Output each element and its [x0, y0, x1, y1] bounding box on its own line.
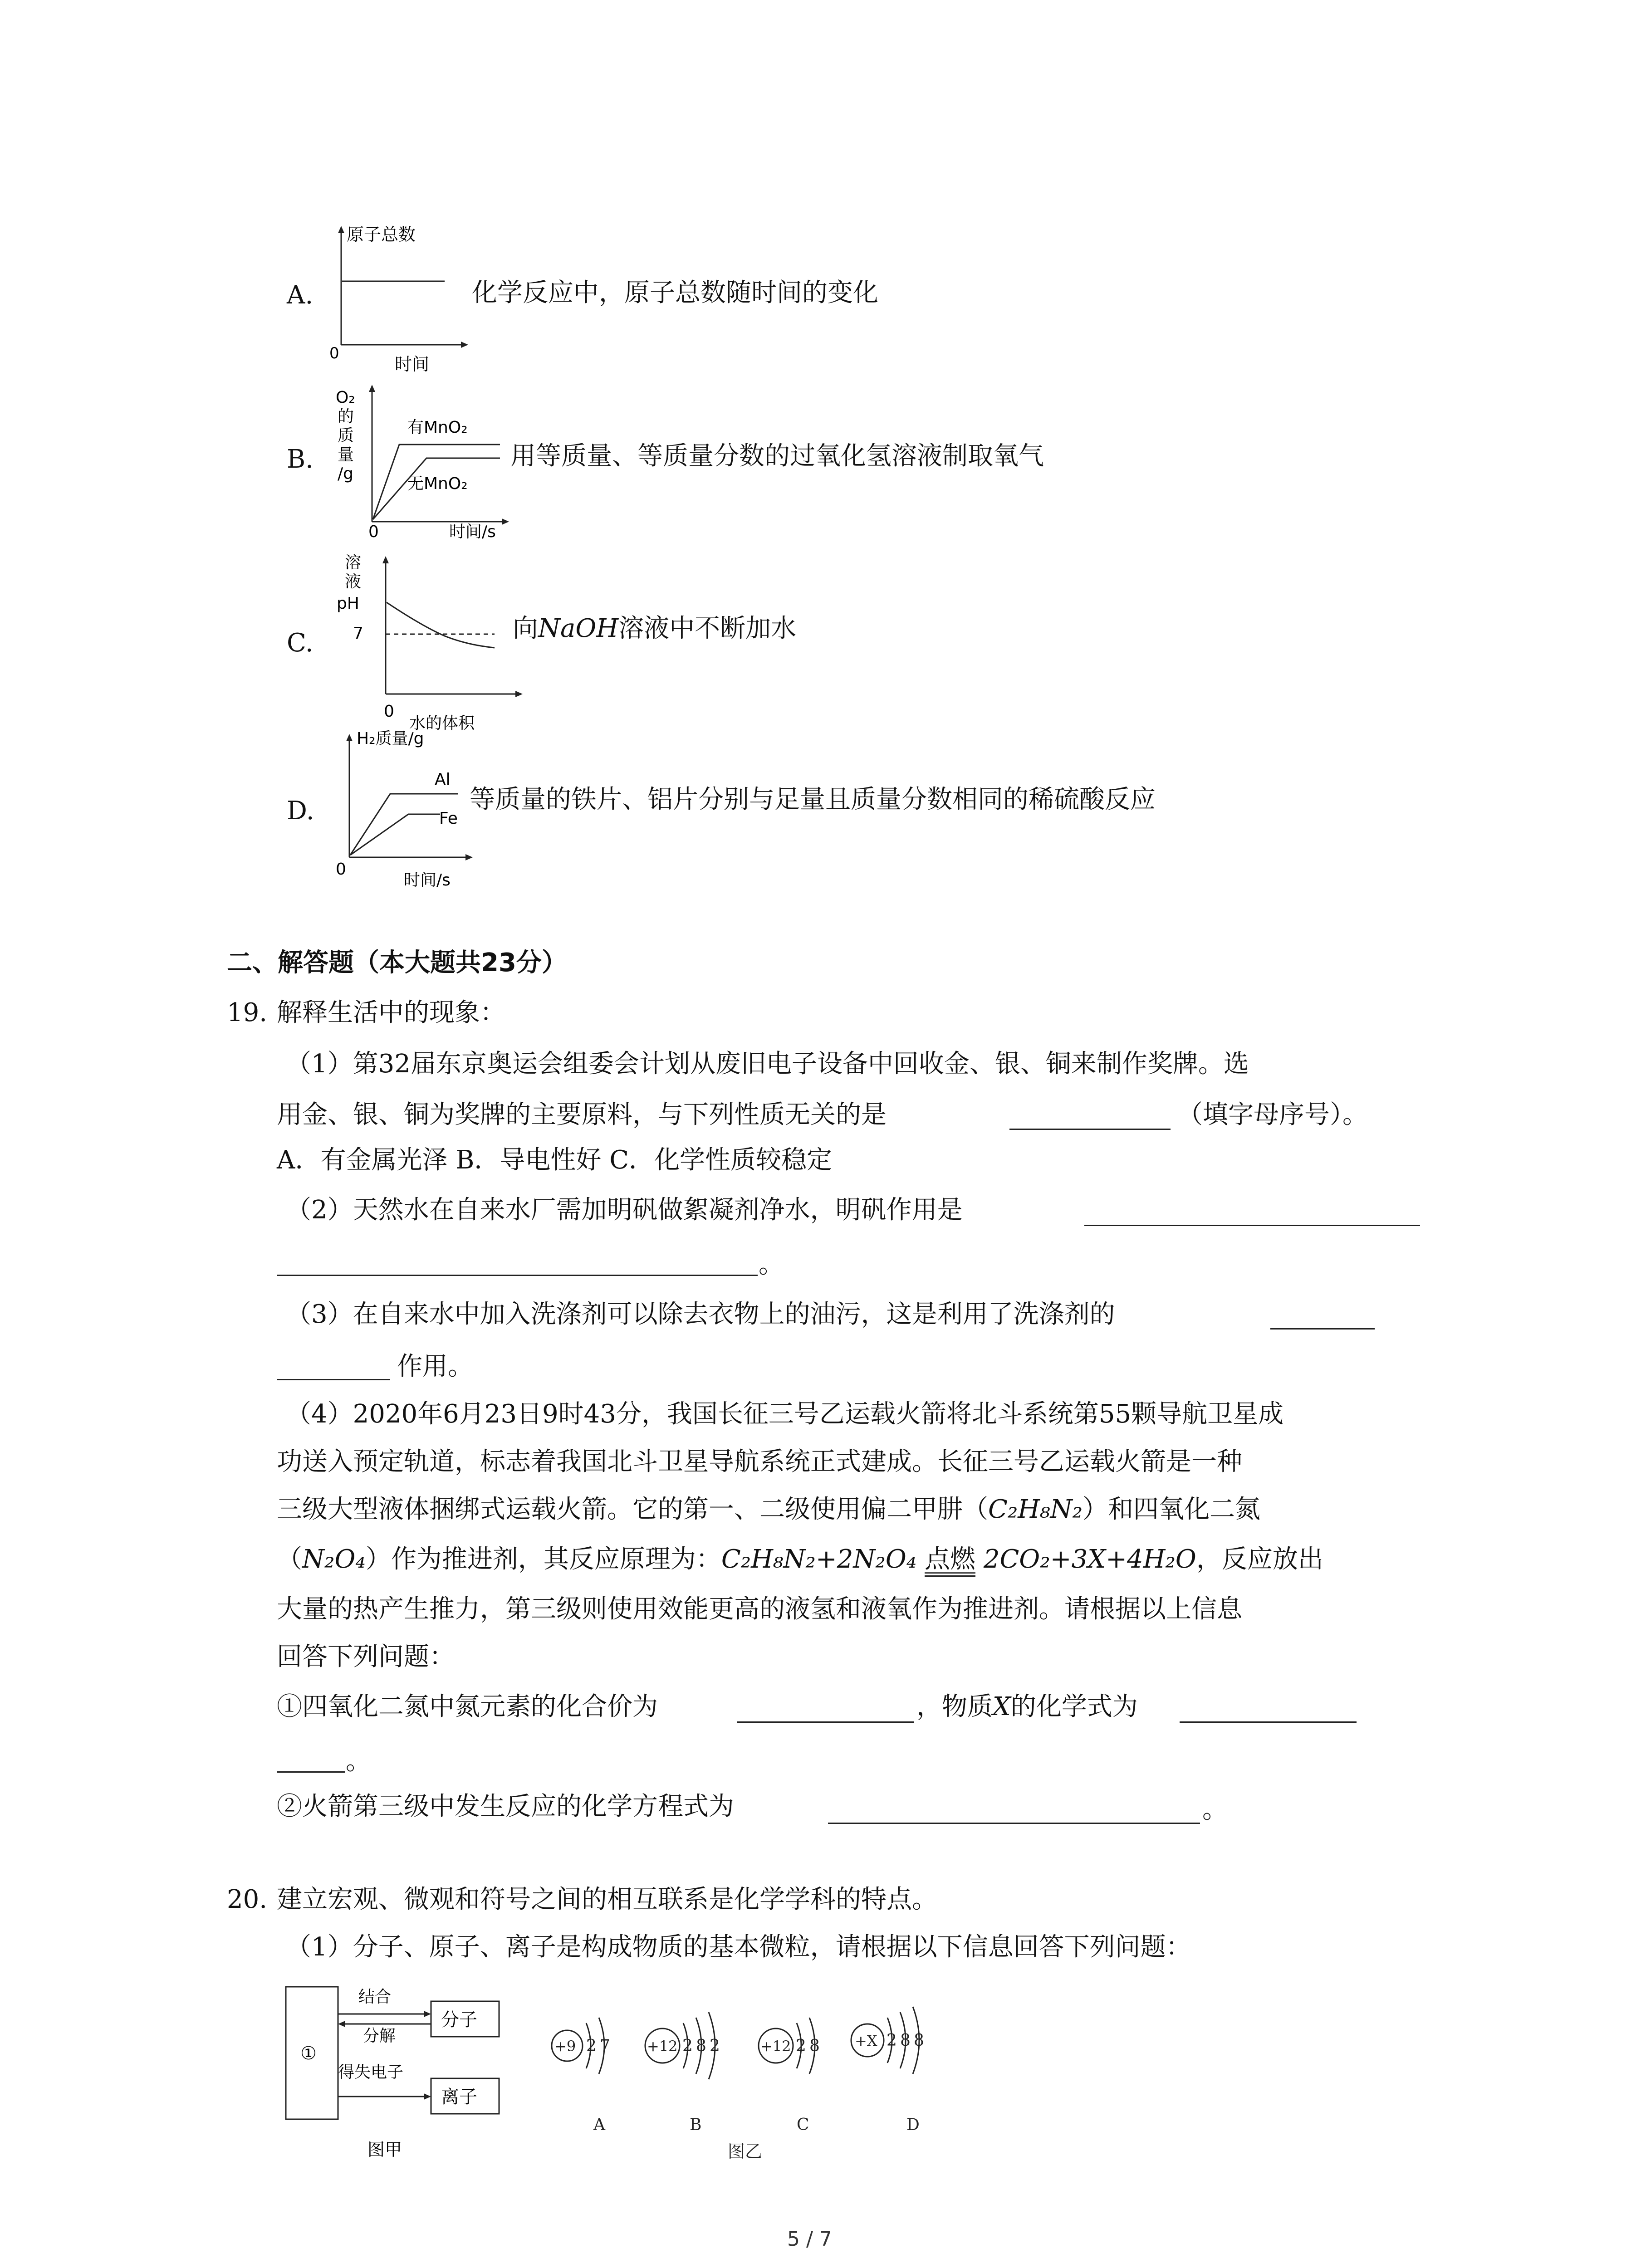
graph-d-origin: 0 — [336, 860, 346, 879]
graph-c-ylabel-3: pH — [337, 594, 359, 613]
figure-yi-caption: 图乙 — [728, 2141, 763, 2161]
svg-text:8: 8 — [900, 2031, 911, 2050]
q19-p4-line1: （4）2020年6月23日9时43分，我国长征三号乙运载火箭将北斗系统第55颗导航卫星成 — [286, 1399, 1284, 1429]
option-d-letter: D. — [287, 796, 314, 826]
atom-b-label: B — [690, 2116, 702, 2134]
graph-c-origin: 0 — [384, 702, 394, 721]
q20-p1: （1）分子、原子、离子是构成物质的基本微粒，请根据以下信息回答下列问题： — [286, 1932, 1191, 1962]
q19-sub1-a: ①四氧化二氮中氮元素的化合价为 — [277, 1692, 658, 1721]
q19-p1-choices: A．有金属光泽 B．导电性好 C．化学性质较稳定 — [277, 1145, 833, 1175]
svg-text:2: 2 — [682, 2037, 693, 2055]
section-heading: 二、解答题（本大题共23分） — [227, 948, 567, 978]
graph-a — [327, 222, 472, 376]
q19-p4-line6: 回答下列问题： — [277, 1642, 455, 1672]
graph-c-ylabel-2: 液 — [345, 572, 362, 591]
q19-p1-blank[interactable] — [1009, 1129, 1171, 1130]
q19-sub1-end: 。 — [346, 1746, 371, 1776]
q19-sub1-blank-3[interactable] — [277, 1771, 345, 1773]
svg-text:2: 2 — [796, 2037, 806, 2055]
svg-text:2: 2 — [710, 2037, 720, 2055]
q19-p2-line1: （2）天然水在自来水厂需加明矾做絮凝剂净水，明矾作用是 — [286, 1195, 963, 1225]
graph-b-series-2: 无MnO₂ — [407, 474, 468, 493]
q20-stem: 建立宏观、微观和符号之间的相互联系是化学学科的特点。 — [277, 1885, 937, 1914]
q19-p3-blank-1[interactable] — [1270, 1328, 1375, 1330]
q19-p2-end: 。 — [759, 1250, 784, 1279]
q19-p1-line2b: （填字母序号）。 — [1177, 1100, 1368, 1129]
graph-a-xlabel: 时间 — [395, 354, 430, 374]
q19-sub1-mid: ，物质X的化学式为 — [916, 1692, 1138, 1721]
graph-b-xlabel: 时间/s — [449, 523, 496, 541]
figure-yi — [535, 1987, 989, 2168]
graph-d — [331, 721, 481, 889]
graph-d-ylabel: H₂质量/g — [357, 729, 424, 748]
option-c-letter: C. — [287, 628, 314, 658]
graph-d-series-fe: Fe — [439, 809, 458, 828]
figure-jia-ion: 离子 — [441, 2087, 477, 2107]
q19-p3-end: 作用。 — [397, 1352, 473, 1381]
option-d-text: 等质量的铁片、铝片分别与足量且质量分数相同的稀硫酸反应 — [470, 785, 1156, 814]
q19-number: 19. — [227, 998, 268, 1027]
q19-p2-blank-2[interactable] — [277, 1275, 758, 1276]
q19-p3-blank-2[interactable] — [277, 1379, 390, 1380]
option-a-letter: A. — [287, 280, 314, 310]
option-a-text: 化学反应中，原子总数随时间的变化 — [472, 278, 878, 308]
q19-p4-line3: 三级大型液体捆绑式运载火箭。它的第一、二级使用偏二甲肼（C₂H₈N₂）和四氧化二氮 — [277, 1495, 1261, 1524]
reaction-right: 2CO₂+3X+4H₂O — [983, 1545, 1196, 1574]
q19-sub1-blank-2[interactable] — [1180, 1721, 1357, 1723]
graph-a-origin: 0 — [329, 344, 339, 362]
svg-text:+12: +12 — [760, 2038, 791, 2055]
graph-b-series-1: 有MnO₂ — [407, 418, 468, 437]
atom-d-label: D — [906, 2116, 920, 2134]
reaction-condition: 点燃 — [925, 1547, 975, 1572]
option-c-text: 向NaOH溶液中不断加水 — [513, 614, 797, 643]
graph-b — [331, 381, 513, 544]
graph-d-series-al: Al — [435, 770, 451, 789]
q19-p3-line1: （3）在自来水中加入洗涤剂可以除去衣物上的油污，这是利用了洗涤剂的 — [286, 1300, 1115, 1329]
graph-c-ylabel-1: 溶 — [345, 553, 362, 572]
figure-jia-box: ① — [300, 2043, 317, 2064]
graph-b-ylabel-5: /g — [338, 464, 353, 483]
q19-p4-line5: 大量的热产生推力，第三级则使用效能更高的液氢和液氧作为推进剂。请根据以上信息 — [277, 1594, 1242, 1624]
option-b-text: 用等质量、等质量分数的过氧化氢溶液制取氧气 — [510, 441, 1044, 471]
q19-p4-line2: 功送入预定轨道，标志着我国北斗卫星导航系统正式建成。长征三号乙运载火箭是一种 — [277, 1447, 1242, 1476]
svg-text:8: 8 — [914, 2031, 924, 2050]
q20-number: 20. — [227, 1885, 268, 1914]
graph-c-curve — [387, 602, 495, 648]
graph-b-ylabel-4: 量 — [338, 445, 354, 464]
figure-jia-combine: 结合 — [358, 1988, 392, 2006]
atom-b — [645, 2012, 720, 2134]
atom-c-label: C — [797, 2116, 809, 2134]
svg-text:+12: +12 — [647, 2038, 678, 2055]
atom-a-label: A — [593, 2116, 605, 2134]
graph-c-tick-7: 7 — [353, 624, 363, 643]
svg-text:7: 7 — [600, 2037, 610, 2055]
graph-b-ylabel-2: 的 — [338, 407, 354, 426]
figure-jia-caption: 图甲 — [367, 2140, 402, 2160]
option-b-letter: B. — [287, 445, 314, 474]
reaction-left: C₂H₈N₂+2N₂O₄ — [721, 1545, 917, 1574]
q19-p2-blank-1[interactable] — [1084, 1225, 1420, 1226]
figure-jia-molecule: 分子 — [441, 2009, 477, 2030]
page-number: 5 / 7 — [787, 2228, 832, 2251]
q19-sub2-end: 。 — [1202, 1795, 1228, 1824]
atom-c — [759, 2018, 820, 2134]
graph-b-ylabel-1: O₂ — [336, 388, 355, 407]
graph-a-ylabel: 原子总数 — [347, 225, 416, 244]
q19-stem: 解释生活中的现象： — [277, 998, 505, 1027]
atom-d — [851, 2007, 924, 2134]
graph-c-xlabel: 水的体积 — [409, 714, 475, 733]
svg-text:+X: +X — [855, 2032, 877, 2049]
q19-p1-line2a: 用金、银、铜为奖牌的主要原料，与下列性质无关的是 — [277, 1100, 887, 1129]
graph-b-origin: 0 — [368, 523, 379, 541]
q19-p4-line4: （N₂O₄）作为推进剂，其反应原理为：C₂H₈N₂+2N₂O₄ 点燃 2CO₂+3X+4H₂O，反应放出 — [277, 1547, 1323, 1572]
graph-b-ylabel-3: 质 — [338, 426, 354, 445]
atom-a — [552, 2018, 610, 2134]
graph-c — [336, 549, 526, 733]
figure-jia-gain-lose: 得失电子 — [338, 2063, 404, 2082]
q19-sub2-a: ②火箭第三级中发生反应的化学方程式为 — [277, 1792, 734, 1821]
q19-p1-line1: （1）第32届东京奥运会组委会计划从废旧电子设备中回收金、银、铜来制作奖牌。选 — [286, 1049, 1249, 1079]
svg-text:+9: +9 — [554, 2038, 576, 2055]
q19-sub2-blank[interactable] — [828, 1823, 1200, 1824]
graph-d-xlabel: 时间/s — [404, 871, 451, 890]
figure-jia-decompose: 分解 — [363, 2027, 396, 2045]
svg-text:8: 8 — [696, 2037, 706, 2055]
svg-text:2: 2 — [887, 2031, 897, 2050]
figure-jia — [281, 1982, 517, 2164]
svg-text:8: 8 — [809, 2037, 820, 2055]
svg-text:2: 2 — [586, 2037, 597, 2055]
q19-sub1-blank-1[interactable] — [737, 1721, 914, 1723]
